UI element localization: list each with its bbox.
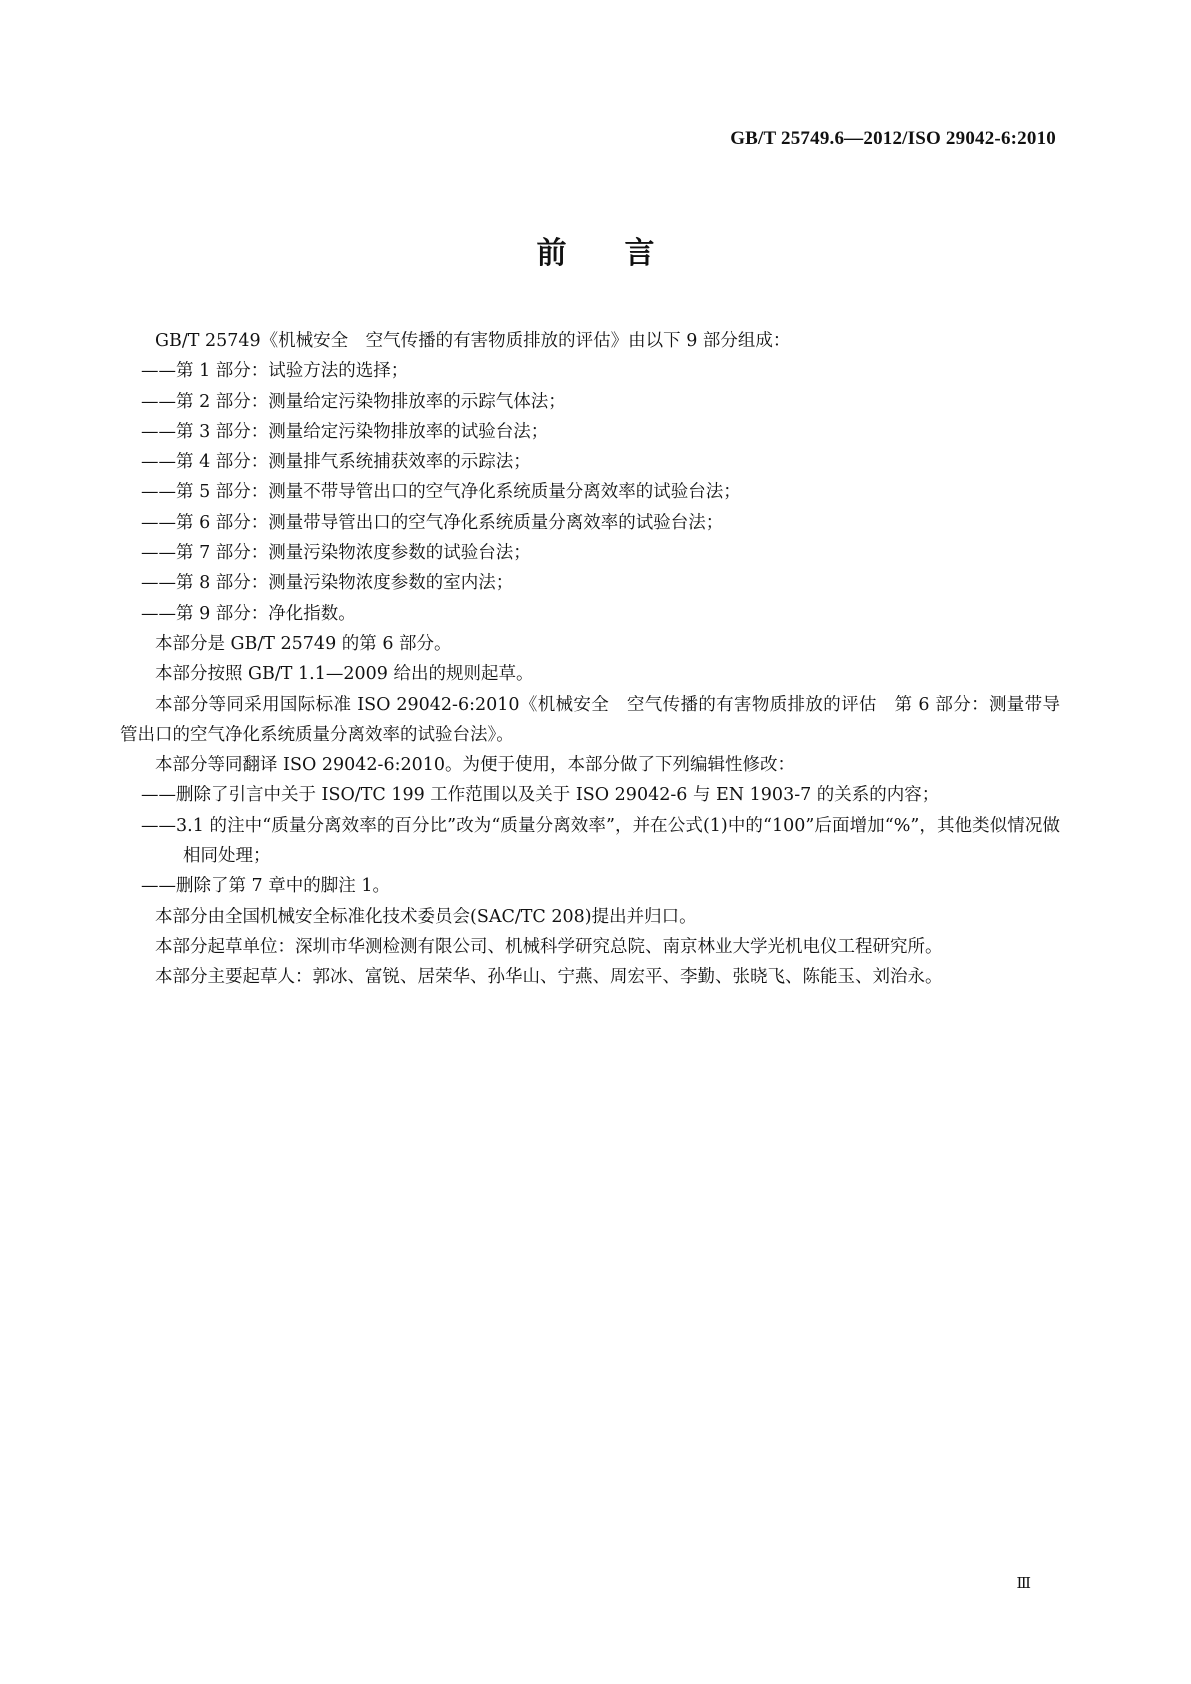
paragraph-drafters: 本部分主要起草人：郭冰、富锐、居荣华、孙华山、宁燕、周宏平、李勤、张晓飞、陈能玉、刘治永。 bbox=[155, 967, 943, 988]
paragraph-intro: GB/T 25749《机械安全 空气传播的有害物质排放的评估》由以下 9 部分组成： bbox=[155, 331, 791, 351]
list-item-change-1: ——删除了引言中关于 ISO/TC 199 工作范围以及关于 ISO 29042-6 与 EN 1903-7 的关系的内容； bbox=[141, 785, 940, 806]
list-item-part-6: ——第 6 部分：测量带导管出口的空气净化系统质量分离效率的试验台法； bbox=[141, 512, 724, 533]
paragraph-part-statement: 本部分是 GB/T 25749 的第 6 部分。 bbox=[155, 633, 452, 654]
list-item-part-9: ——第 9 部分：净化指数。 bbox=[141, 603, 356, 624]
list-item-part-2: ——第 2 部分：测量给定污染物排放率的示踪气体法； bbox=[141, 391, 566, 412]
page-number: Ⅲ bbox=[1016, 1576, 1031, 1592]
list-item-part-3: ——第 3 部分：测量给定污染物排放率的试验台法； bbox=[141, 421, 549, 442]
list-item-part-4: ——第 4 部分：测量排气系统捕获效率的示踪法； bbox=[141, 452, 531, 473]
page-title: 前言 bbox=[536, 236, 713, 271]
paragraph-translation: 本部分等同翻译 ISO 29042-6:2010。为便于使用，本部分做了下列编辑性修改： bbox=[155, 755, 796, 776]
list-item-part-7: ——第 7 部分：测量污染物浓度参数的试验台法； bbox=[141, 543, 531, 564]
paragraph-drafting-units: 本部分起草单位：深圳市华测检测有限公司、机械科学研究总院、南京林业大学光机电仪工程研究所。 bbox=[155, 936, 943, 957]
paragraph-proposer: 本部分由全国机械安全标准化技术委员会(SAC/TC 208)提出并归口。 bbox=[155, 906, 697, 927]
list-item-part-5: ——第 5 部分：测量不带导管出口的空气净化系统质量分离效率的试验台法； bbox=[141, 482, 741, 503]
list-item-part-1: ——第 1 部分：试验方法的选择； bbox=[141, 361, 409, 382]
list-item-part-8: ——第 8 部分：测量污染物浓度参数的室内法； bbox=[141, 573, 514, 594]
list-item-change-3: ——删除了第 7 章中的脚注 1。 bbox=[141, 876, 390, 897]
standard-code: GB/T 25749.6—2012/ISO 29042-6:2010 bbox=[730, 128, 1056, 149]
preface-body bbox=[120, 326, 1060, 993]
paragraph-drafting-rules: 本部分按照 GB/T 1.1—2009 给出的规则起草。 bbox=[155, 664, 534, 685]
paragraph-adoption: 本部分等同采用国际标准 ISO 29042-6:2010《机械安全 空气传播的有害物质排放的评估 第 6 部分：测量带导管出口的空气净化系统质量分离效率的试验台法》。 bbox=[120, 694, 1060, 745]
list-item-change-2: ——3.1 的注中“质量分离效率的百分比”改为“质量分离效率”，并在公式(1)中的“100”后面增加“%”，其他类似情况做相同处理； bbox=[141, 815, 1060, 867]
